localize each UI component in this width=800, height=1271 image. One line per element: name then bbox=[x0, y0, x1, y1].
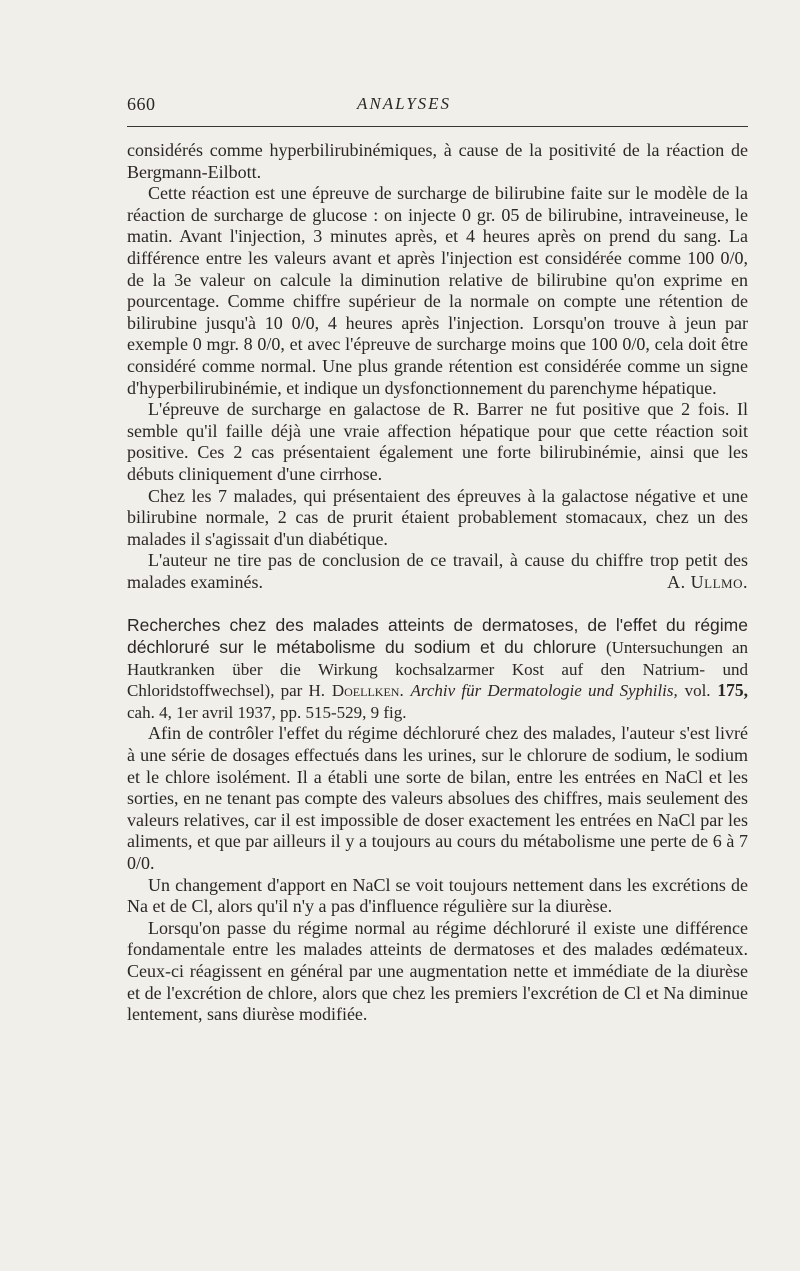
article1-paragraph-3: Chez les 7 malades, qui présentaient des épreuves à la galactose négative et une bilirubine normale, 2 cas de prurit étaient probablement stomacaux, chez un des malades il s'agissait d'un diabétique. bbox=[127, 485, 748, 549]
article1-paragraph-4-text: L'auteur ne tire pas de conclusion de ce travail, à cause du chiffre trop petit des malades examinés. bbox=[127, 550, 748, 592]
page-number: 660 bbox=[127, 94, 156, 114]
article2-paragraph-1: Afin de contrôler l'effet du régime déchloruré chez des malades, l'auteur s'est livré à une série de dosages effectués dans les urines, sur le chlorure de sodium, le sodium et le chlore isolément. Il a établi une sorte de bilan, entre les entrées en NaCl et les sorties, en ne tenant pas compte des valeurs absolues des chiffres, mais seulement des valeurs relatives, car il est impossible de doser exactement les entrées en NaCl par les aliments, et que par ailleurs il y a toujours au cours du métabolisme une perte de 6 à 7 0/0. bbox=[127, 723, 748, 873]
article2-paragraph-3: Lorsqu'on passe du régime normal au régime déchloruré il existe une différence fondamentale entre les malades atteints de dermatoses et des malades œdémateux. Ceux-ci réagissent en général par une augmentation nette et immédiate de la diurèse et de l'excrétion de chlore, alors que chez les premiers l'excrétion de Cl et Na diminue lentement, sans diurèse modifiée. bbox=[127, 917, 748, 1025]
article2-volume: 175, bbox=[717, 680, 748, 701]
article2-author: Doellken. bbox=[331, 681, 404, 701]
article2-journal: Archiv für Dermatologie und Syphilis, bbox=[410, 681, 678, 701]
article1-paragraph-1: Cette réaction est une épreuve de surcharge de bilirubine faite sur le modèle de la réaction de surcharge de glucose : on injecte 0 gr. 05 de bilirubine, intraveineuse, le matin. Avant l'injection, 3 minutes après, et 4 heures après on prend du sang. La différence entre les valeurs avant et après l'injection est considérée comme 100 0/0, de la 3e valeur on calcule la diminution relative de bilirubine qu'on exprime en pourcentage. Comme chiffre supérieur de la normale on compte une rétention de bilirubine jusqu'à 10 0/0, 4 heures après l'injection. Lorsqu'on trouve à jeun par exemple 0 mgr. 8 0/0, et avec l'épreuve de surcharge moins que 100 0/0, cela doit être considéré comme normal. Une plus grande rétention est considérée comme un signe d'hyperbilirubinémie, et indique un dysfonctionnement du parenchyme hépatique. bbox=[127, 183, 748, 398]
article2-volume-prefix: vol. bbox=[684, 681, 711, 701]
article1-paragraph-4 bbox=[127, 550, 748, 593]
page-header bbox=[127, 94, 749, 120]
article1-paragraph-0: considérés comme hyperbilirubinémiques, à cause de la positivité de la réaction de Bergmann-Eilbott. bbox=[127, 140, 748, 182]
page-body bbox=[127, 140, 748, 1026]
running-head: ANALYSES bbox=[357, 94, 452, 113]
article2-title: Recherches chez des malades atteints de dermatoses, de l'effet du régime déchloruré sur le métabolisme du sodium et du chlorure bbox=[127, 615, 748, 658]
review-signature: A. Ullmo. bbox=[667, 571, 748, 592]
header-rule bbox=[127, 126, 748, 127]
article1-paragraph-2: L'épreuve de surcharge en galactose de R. Barrer ne fut positive que 2 fois. Il semble qu'il faille déjà une vraie affection hépatique pour que cette réaction soit positive. Ces 2 cas présentaient également une forte bilirubinémie, ainsi que les débuts cliniquement d'une cirrhose. bbox=[127, 399, 748, 484]
article2-citation: cah. 4, 1er avril 1937, pp. 515-529, 9 fig. bbox=[127, 702, 407, 722]
article2-original-title: (Untersuchungen an Hautkranken über die Wirkung kochsalzarmer Kost auf den Natrium- und Chloridstoffwechsel), par H. bbox=[127, 638, 748, 701]
article2-heading bbox=[127, 615, 748, 723]
article2-paragraph-2: Un changement d'apport en NaCl se voit toujours nettement dans les excrétions de Na et de Cl, alors qu'il n'y a pas d'influence régulière sur la diurèse. bbox=[127, 874, 748, 917]
